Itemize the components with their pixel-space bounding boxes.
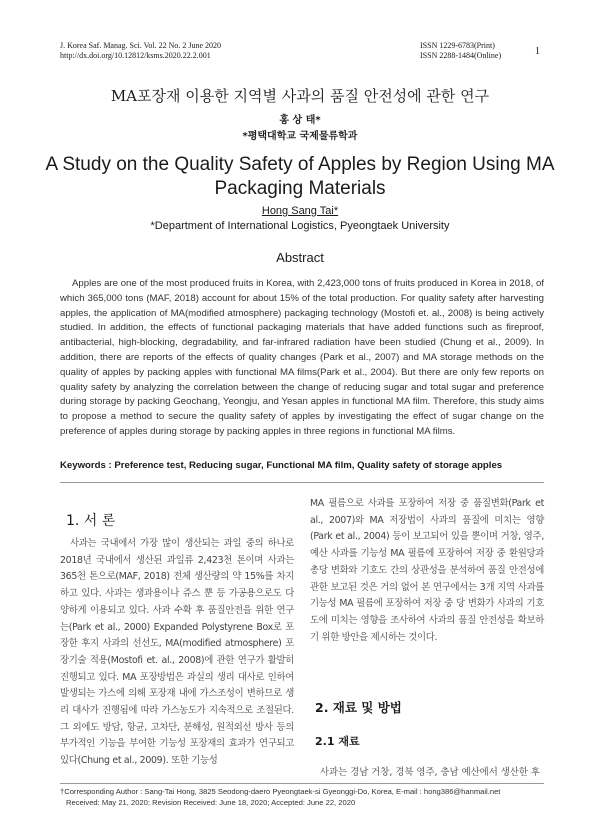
doi-link[interactable]: http://dx.doi.org/10.12812/ksms.2020.22.2.001 bbox=[60, 51, 211, 60]
issn-block bbox=[420, 41, 501, 61]
keywords: Keywords : Preference test, Reducing sugar, Functional MA film, Quality safety of storage apples bbox=[60, 460, 503, 471]
korean-author: 홍 상 태* bbox=[279, 115, 321, 126]
section-divider bbox=[60, 482, 544, 483]
footnote-divider bbox=[60, 783, 544, 784]
section-1-left-column: 사과는 국내에서 가장 많이 생산되는 과일 중의 하나로 2018년 국내에서 생산된 과일류 2,423천 톤이며 사과는 365천 톤으로(MAF, 2018) 전체 생산량의 약 15%를 차지하고 있다. 사과는 생과용이나 쥬스 뿐 등 가공용으로도 다양하게 이용되고 있다. 사과 수확 후 품질안전을 위한 연구는(Park et al., 2000) Expanded Polystyrene Box로 포장한 후지 사과의 선선도, MA(modified atmosphere) 포장기술 적용(Mostofi et. al., 2008)에 관한 연구가 활발히 진행되고 있다. MA 포장방법은 과실의 생리 대사로 인하여 발생되는 가스에 의해 포장재 내에 가스조성이 변하므로 생리 대사가 진행됨에 따라 가스농도가 지속적으로 조절된다. 그 외에도 방담, 항균, 고차단, 분해성, 원적외선 방사 등의 부가적인 기능을 부여한 기능성 포장재의 효과가 연구되고 있다(Chung et al., 2009). 또한 기능성 bbox=[60, 538, 294, 767]
abstract-heading: Abstract bbox=[276, 250, 324, 265]
abstract-text: Apples are one of the most produced fruits in Korea, with 2,423,000 tons of fruits produced in Korea in 2018, of which 365,000 tons (MAF, 2018) account for about 15% of the total production. For quality safety after harvesting apples, the application of MA(modified atmosphere) packaging technology (Mostofi et. al., 2008) is being actively studied. In addition, the effects of functional packaging materials that have added functions such as fireproof, antibacterial, high-blocking, degradability, and far-infrared radiation have been studied (Chung et al., 2009). In addition, there are reports of the effects of quality changes (Park et al., 2007) and MA storage methods on the quality of apples by packing apples with functional MA films(Park et al., 2004). But there are only few reports on quality safety by analyzing the correlation between the change of reducing sugar and total sugar and preference during storage by packing Geochang, Yeongju, and Yesan apples in functional MA film. Therefore, this study aims to propose a method to secure the quality safety of apples by investigating the effect of sugar change on the preference of apples during storage by packing apples in three regions in functional MA films. bbox=[60, 278, 544, 437]
korean-affiliation: *평택대학교 국제물류학과 bbox=[242, 131, 358, 142]
issn-print: ISSN 1229-6783(Print) bbox=[420, 41, 495, 50]
page-number: 1 bbox=[535, 46, 540, 57]
section-2-heading: 2. 재료 및 방법 bbox=[315, 700, 402, 715]
english-title: A Study on the Quality Safety of Apples by Region Using MA Packaging Materials bbox=[45, 154, 555, 199]
received-dates: Received: May 21, 2020; Revision Received: June 18, 2020; Accepted: June 22, 2020 bbox=[66, 798, 356, 807]
journal-header bbox=[60, 41, 221, 61]
english-author: Hong Sang Tai* bbox=[261, 205, 339, 217]
section-2-1-text: 사과는 경남 거창, 경북 영주, 충남 예산에서 생산한 후 bbox=[320, 767, 540, 778]
section-1-right-column: MA 필름으로 사과를 포장하여 저장 중 품질변화(Park et al., 2007)와 MA 저장법이 사과의 품질에 미치는 영향(Park et al., 2004) 등이 보고되어 있을 뿐이며 거창, 영주, 예산 사과를 기능성 MA 필름에 포장하여 저장 중 환원당과 총당 변화와 기호도 간의 상관성을 분석하여 품질 안전성에 관한 보고된 것은 거의 없어 본 연구에서는 3개 지역 사과를 기능성 MA 필름에 포장하여 저장 중 당 변화가 사과의 기호도에 미치는 영향을 조사하여 사과의 품질 안전성을 확보하기 위한 방안을 제시하는 것이다. bbox=[310, 498, 544, 643]
journal-citation: J. Korea Saf. Manag. Sci. Vol. 22 No. 2 June 2020 bbox=[60, 41, 222, 50]
korean-title: MA포장재 이용한 지역별 사과의 품질 안전성에 관한 연구 bbox=[110, 87, 490, 105]
english-affiliation: *Department of International Logistics, Pyeongtaek University bbox=[150, 220, 450, 232]
footnote bbox=[60, 786, 550, 808]
section-1-heading: 1. 서 론 bbox=[66, 513, 116, 529]
corresponding-author: †Corresponding Author : Sang-Tai Hong, 3825 Seodong-daero Pyeongtaek-si Gyeonggi-Do, Korea, E-mail : hong386@hanmail.net bbox=[60, 787, 501, 796]
section-2-1-heading: 2.1 재료 bbox=[315, 735, 360, 748]
issn-online: ISSN 2288-1484(Online) bbox=[420, 51, 502, 60]
